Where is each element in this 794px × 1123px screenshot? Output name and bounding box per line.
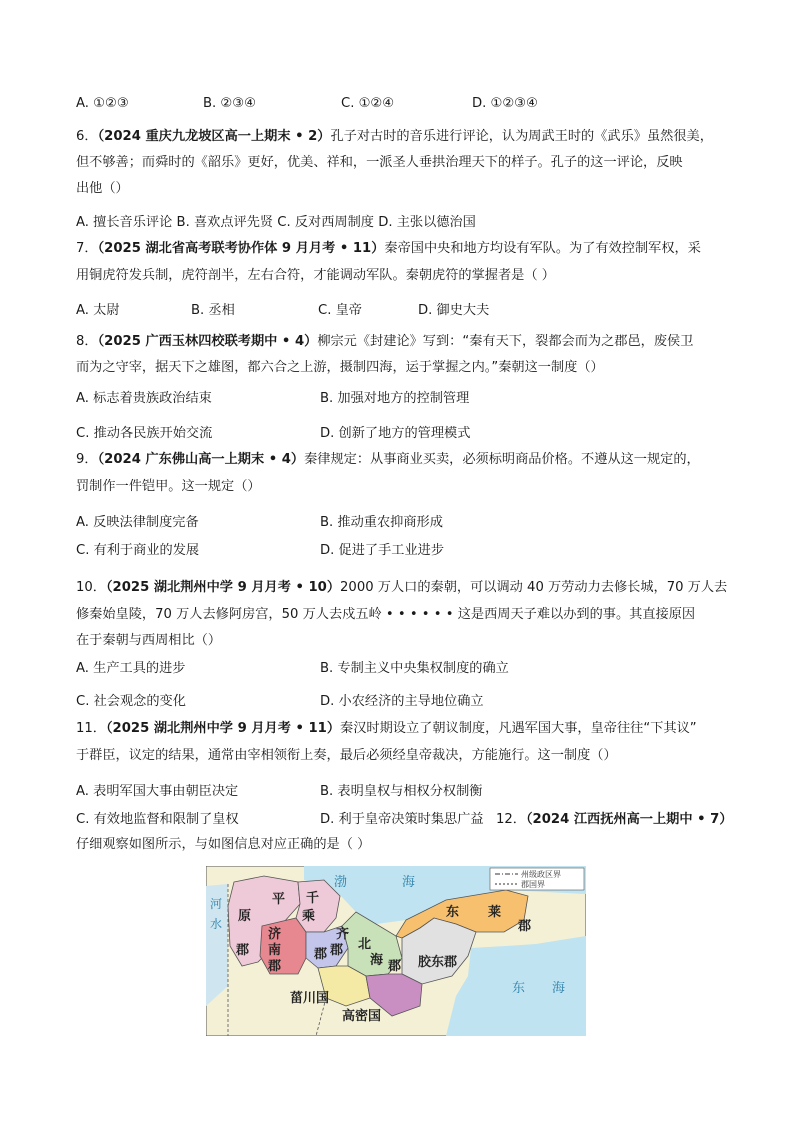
map-label-yuan: 原 <box>238 909 252 924</box>
q7-option-b: B. 丞相 <box>191 303 235 318</box>
q8-stem-start: 柳宗元《封建论》写到：“秦有天下，裂都会而为之郡邑，废侯卫 <box>317 334 694 349</box>
q10-option-c: C. 社会观念的变化 <box>76 694 186 709</box>
map-label-jun-donglai: 郡 <box>518 919 532 934</box>
q11-option-a: A. 表明军国大事由朝臣决定 <box>76 784 239 799</box>
q9-stem-start: 秦律规定：从事商业买卖，必须标明商品价格。不遵从这一规定的， <box>304 452 700 467</box>
map-label-dong-sea: 东 <box>512 981 526 996</box>
q6-number: 6． <box>76 129 98 144</box>
q7-stem-start: 秦帝国中央和地方均设有军队。为了有效控制军权，采 <box>384 241 701 256</box>
map-label-hai-bohai: 海 <box>402 875 416 890</box>
q5-option-a: A. ①②③ <box>76 96 129 111</box>
q6-line1 <box>76 125 713 144</box>
q7-option-a: A. 太尉 <box>76 303 120 318</box>
map-label-gaomi: 高密国 <box>342 1009 382 1024</box>
q9-line2: 罚制作一件铠甲。这一规定（） <box>76 479 261 494</box>
map-label-jiaodong: 胶东郡 <box>418 955 458 970</box>
map-label-dong: 东 <box>446 905 460 920</box>
q9-option-a: A. 反映法律制度完备 <box>76 515 199 530</box>
q9-number: 9． <box>76 452 98 467</box>
map-label-jun-qiancheng: 郡 <box>314 947 328 962</box>
q10-number: 10． <box>76 580 106 595</box>
map-label-bei: 北 <box>358 937 372 952</box>
historical-map <box>206 866 586 1036</box>
q10-line3: 在于秦朝与西周相比（） <box>76 633 222 648</box>
q6-option-c: C. 反对西周制度 <box>277 215 374 230</box>
q7-number: 7． <box>76 241 98 256</box>
q8-option-a: A. 标志着贵族政治结束 <box>76 391 212 406</box>
q11-stem-start: 秦汉时期设立了朝议制度，凡遇军国大事，皇帝往往“下其议” <box>340 721 697 736</box>
map-label-qi: 齐 <box>336 927 350 942</box>
q6-option-b: B. 喜欢点评先贤 <box>176 215 274 230</box>
map-label-qian: 千 <box>306 891 320 906</box>
q11-option-c: C. 有效地监督和限制了皇权 <box>76 812 239 827</box>
map-label-lai: 莱 <box>488 905 502 920</box>
q7-line2: 用铜虎符发兵制，虎符剖半，左右合符，才能调动军队。秦朝虎符的掌握者是（ ） <box>76 268 555 283</box>
q11-line2: 于群臣，议定的结果，通常由宰相领衔上奏，最后必须经皇帝裁决，方能施行。这一制度（） <box>76 748 617 763</box>
map-label-jun-jinan: 郡 <box>268 959 282 974</box>
q7-option-c: C. 皇帝 <box>318 303 362 318</box>
q7-option-d: D. 御史大夫 <box>418 303 490 318</box>
q6-options <box>76 211 476 230</box>
q11-source: （2025 湖北荆州中学 9 月月考 • 11） <box>105 721 341 736</box>
q10-stem-start: 2000 万人口的秦朝，可以调动 40 万劳动力去修长城，70 万人去 <box>340 580 728 595</box>
map-label-jun-beihai: 郡 <box>388 959 402 974</box>
q5-option-c: C. ①②④ <box>341 96 395 111</box>
q12-source: （2024 江西抚州高一上期中 • 7） <box>525 812 733 827</box>
q9-option-c: C. 有利于商业的发展 <box>76 543 200 558</box>
q8-option-b: B. 加强对地方的控制管理 <box>320 391 470 406</box>
map-label-nan: 南 <box>268 943 282 958</box>
jinan-commandery <box>260 918 306 974</box>
q12-line1 <box>496 808 733 827</box>
q10-option-b: B. 专制主义中央集权制度的确立 <box>320 661 509 676</box>
q8-number: 8． <box>76 334 98 349</box>
q9-line1 <box>76 448 700 467</box>
q10-source: （2025 湖北荆州中学 9 月月考 • 10） <box>105 580 341 595</box>
q5-option-b: B. ②③④ <box>203 96 256 111</box>
map-label-cheng: 乘 <box>302 909 316 924</box>
q8-line1 <box>76 330 693 349</box>
map-label-jun-pingyuan: 郡 <box>236 943 250 958</box>
map-svg <box>206 866 586 1036</box>
q5-option-d: D. ①②③④ <box>472 96 538 111</box>
map-label-zichuan: 菑川国 <box>290 991 330 1006</box>
q8-source: （2025 广西玉林四校联考期中 • 4） <box>97 334 318 349</box>
q6-source: （2024 重庆九龙坡区高一上期末 • 2） <box>97 129 331 144</box>
q8-line2: 而为之守宰，据天下之雄图，都六合之上游，摄制四海，运于掌握之内。”秦朝这一制度（） <box>76 360 604 375</box>
map-label-hai: 海 <box>370 953 384 968</box>
map-label-hai-donghai: 海 <box>552 981 566 996</box>
q11-option-d: D. 利于皇帝决策时集思广益 <box>320 812 484 827</box>
q8-option-d: D. 创新了地方的管理模式 <box>320 426 471 441</box>
map-label-ji: 济 <box>268 927 282 942</box>
q8-option-c: C. 推动各民族开始交流 <box>76 426 213 441</box>
q11-line1 <box>76 717 697 736</box>
q7-source: （2025 湖北省高考联考协作体 9 月月考 • 11） <box>97 241 385 256</box>
legend-state-label: 州级政区界 <box>521 870 561 879</box>
q6-option-d: D. 主张以德治国 <box>378 215 476 230</box>
map-label-bo: 渤 <box>334 875 348 890</box>
q10-option-a: A. 生产工具的进步 <box>76 661 186 676</box>
map-label-jun-qi: 郡 <box>330 943 344 958</box>
q6-line3: 出他（） <box>76 181 129 196</box>
legend-commandery-label: 郡国界 <box>521 880 545 889</box>
map-label-he: 河 <box>210 897 223 911</box>
q12-number: 12． <box>496 812 526 827</box>
map-label-shui: 水 <box>210 917 223 931</box>
q10-option-d: D. 小农经济的主导地位确立 <box>320 694 484 709</box>
q6-line2: 但不够善；而舜时的《韶乐》更好，优美、祥和，一派圣人垂拱治理天下的样子。孔子的这一评论，反映 <box>76 155 683 170</box>
q11-option-b: B. 表明皇权与相权分权制衡 <box>320 784 483 799</box>
q9-source: （2024 广东佛山高一上期末 • 4） <box>97 452 305 467</box>
q7-line1 <box>76 237 701 256</box>
map-label-ping: 平 <box>272 892 286 907</box>
q12-line2: 仔细观察如图所示，与如图信息对应正确的是（ ） <box>76 837 371 852</box>
q10-line2: 修秦始皇陵，70 万人去修阿房宫，50 万人去戍五岭 • • • • • • 这是西周天子难以办到的事。其直接原因 <box>76 607 696 622</box>
q10-line1 <box>76 576 727 595</box>
q6-stem-start: 孔子对古时的音乐进行评论，认为周武王时的《武乐》虽然很美， <box>330 129 713 144</box>
q11-number: 11． <box>76 721 106 736</box>
q9-option-b: B. 推动重农抑商形成 <box>320 515 443 530</box>
q9-option-d: D. 促进了手工业进步 <box>320 543 445 558</box>
q6-option-a: A. 擅长音乐评论 <box>76 215 173 230</box>
